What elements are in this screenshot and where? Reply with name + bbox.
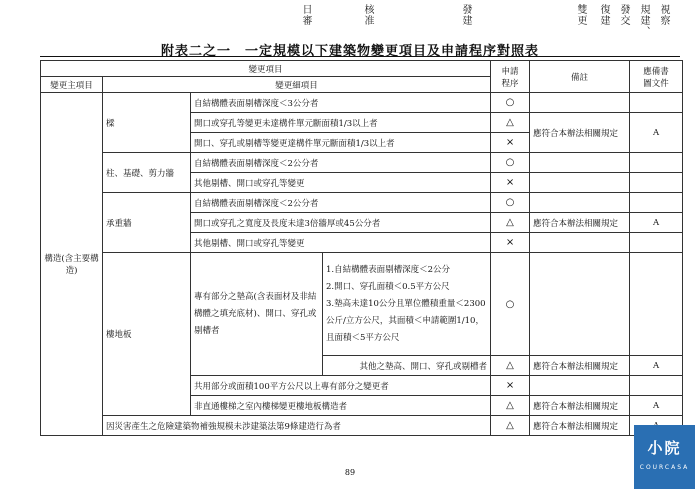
procedure-symbol: ○ (491, 193, 530, 213)
header-fragment: 核准 (362, 4, 373, 26)
header-fragment: 規建、 (638, 4, 649, 37)
remark-cell (530, 376, 630, 396)
doc-cell (630, 193, 683, 213)
header-fragment: 雙更 (575, 4, 586, 26)
group-floor-slab: 樓地板 (103, 253, 191, 416)
condition-item: 2.開口、穿孔面積＜0.5平方公尺 (326, 281, 450, 292)
header-fragment: 發交 (618, 4, 629, 26)
group-beam: 樑 (103, 93, 191, 153)
remark-cell (530, 93, 630, 113)
header-detail-item: 變更細項目 (103, 77, 491, 93)
procedure-symbol: ○ (491, 93, 530, 113)
procedure-symbol: ○ (491, 253, 530, 356)
doc-cell (630, 93, 683, 113)
procedure-symbol: × (491, 133, 530, 153)
table-row: 其他之墊高、開口、穿孔或剔槽者 (323, 356, 491, 376)
main-item-structure: 構造(含主要構造) (41, 93, 103, 436)
header-main-item: 變更主項目 (41, 77, 103, 93)
header-fragment: 視察 (658, 4, 669, 26)
table-row: 因災害產生之危險建築物補強規模未涉建築法第9條建造行為者 (103, 416, 491, 436)
header-fragment: 復建 (598, 4, 609, 26)
condition-item: 1.自結構體表面剔槽深度＜2公分 (326, 264, 451, 275)
table-row: 自結構體表面剔槽深度＜2公分者 (191, 193, 491, 213)
logo-text: 小院 (647, 439, 682, 457)
table-row: 自結構體表面剔槽深度＜3公分者 (191, 93, 491, 113)
doc-cell (630, 376, 683, 396)
condition-item: 3.墊高未達10公分且單位體積重量＜2300公斤/立方公尺，其面積＜申請範圍1/10，且面積＜5平方公尺 (326, 298, 486, 343)
procedure-symbol: △ (491, 213, 530, 233)
logo-subtext: COURCASA (639, 464, 690, 471)
floor-slab-conditions (323, 253, 491, 356)
procedure-symbol: △ (491, 396, 530, 416)
logo (634, 425, 695, 489)
doc-cell (630, 153, 683, 173)
remark-cell (530, 253, 630, 356)
remark-cell (530, 233, 630, 253)
header-change-items: 變更項目 (41, 61, 491, 77)
page-title: 附表二之一 一定規模以下建築物變更項目及申請程序對照表 (160, 44, 539, 59)
change-items-table (40, 60, 683, 436)
page-number: 89 (344, 468, 356, 477)
doc-cell: A (630, 113, 683, 153)
group-bearing-wall: 承重牆 (103, 193, 191, 253)
header-docs: 應備書 圖文件 (630, 61, 683, 93)
table-row: 其他剔槽、開口或穿孔等變更 (191, 233, 491, 253)
floor-slab-subitem: 專有部分之墊高(含表面材及非結構體之填充底材)、開口、穿孔或剔槽者 (191, 253, 323, 376)
table-row: 開口、穿孔或剔槽等變更達構件單元斷面積1/3以上者 (191, 133, 491, 153)
remark-cell: 應符合本辦法相關規定 (530, 416, 630, 436)
remark-cell (530, 193, 630, 213)
doc-cell: A (630, 356, 683, 376)
procedure-symbol: × (491, 173, 530, 193)
group-column: 柱、基礎、剪力牆 (103, 153, 191, 193)
procedure-symbol: △ (491, 356, 530, 376)
doc-cell: A (630, 396, 683, 416)
table-row: 其他剔槽、開口或穿孔等變更 (191, 173, 491, 193)
title-rule (40, 56, 680, 57)
header-fragment: 發建 (460, 4, 471, 26)
header-fragment: 日審 (300, 4, 311, 26)
procedure-symbol: ○ (491, 153, 530, 173)
table-row: 共用部分或面積100平方公尺以上專有部分之變更者 (191, 376, 491, 396)
remark-cell: 應符合本辦法相關規定 (530, 356, 630, 376)
doc-cell (630, 173, 683, 193)
remark-cell: 應符合本辦法相關規定 (530, 396, 630, 416)
table-row: 開口或穿孔之寬度及長度未達3倍牆厚或45公分者 (191, 213, 491, 233)
header-apply: 申請 程序 (491, 61, 530, 93)
remark-cell (530, 173, 630, 193)
procedure-symbol: × (491, 376, 530, 396)
remark-cell: 應符合本辦法相關規定 (530, 113, 630, 153)
doc-cell (630, 233, 683, 253)
table-row: 自結構體表面剔槽深度＜2公分者 (191, 153, 491, 173)
table-row: 開口或穿孔等變更未達構件單元斷面積1/3以上者 (191, 113, 491, 133)
remark-cell: 應符合本辦法相關規定 (530, 213, 630, 233)
procedure-symbol: × (491, 233, 530, 253)
procedure-symbol: △ (491, 416, 530, 436)
header-remark: 備註 (530, 61, 630, 93)
procedure-symbol: △ (491, 113, 530, 133)
doc-cell: A (630, 213, 683, 233)
doc-cell (630, 253, 683, 356)
table-row: 非直通樓梯之室內樓梯變更樓地板構造者 (191, 396, 491, 416)
remark-cell (530, 153, 630, 173)
